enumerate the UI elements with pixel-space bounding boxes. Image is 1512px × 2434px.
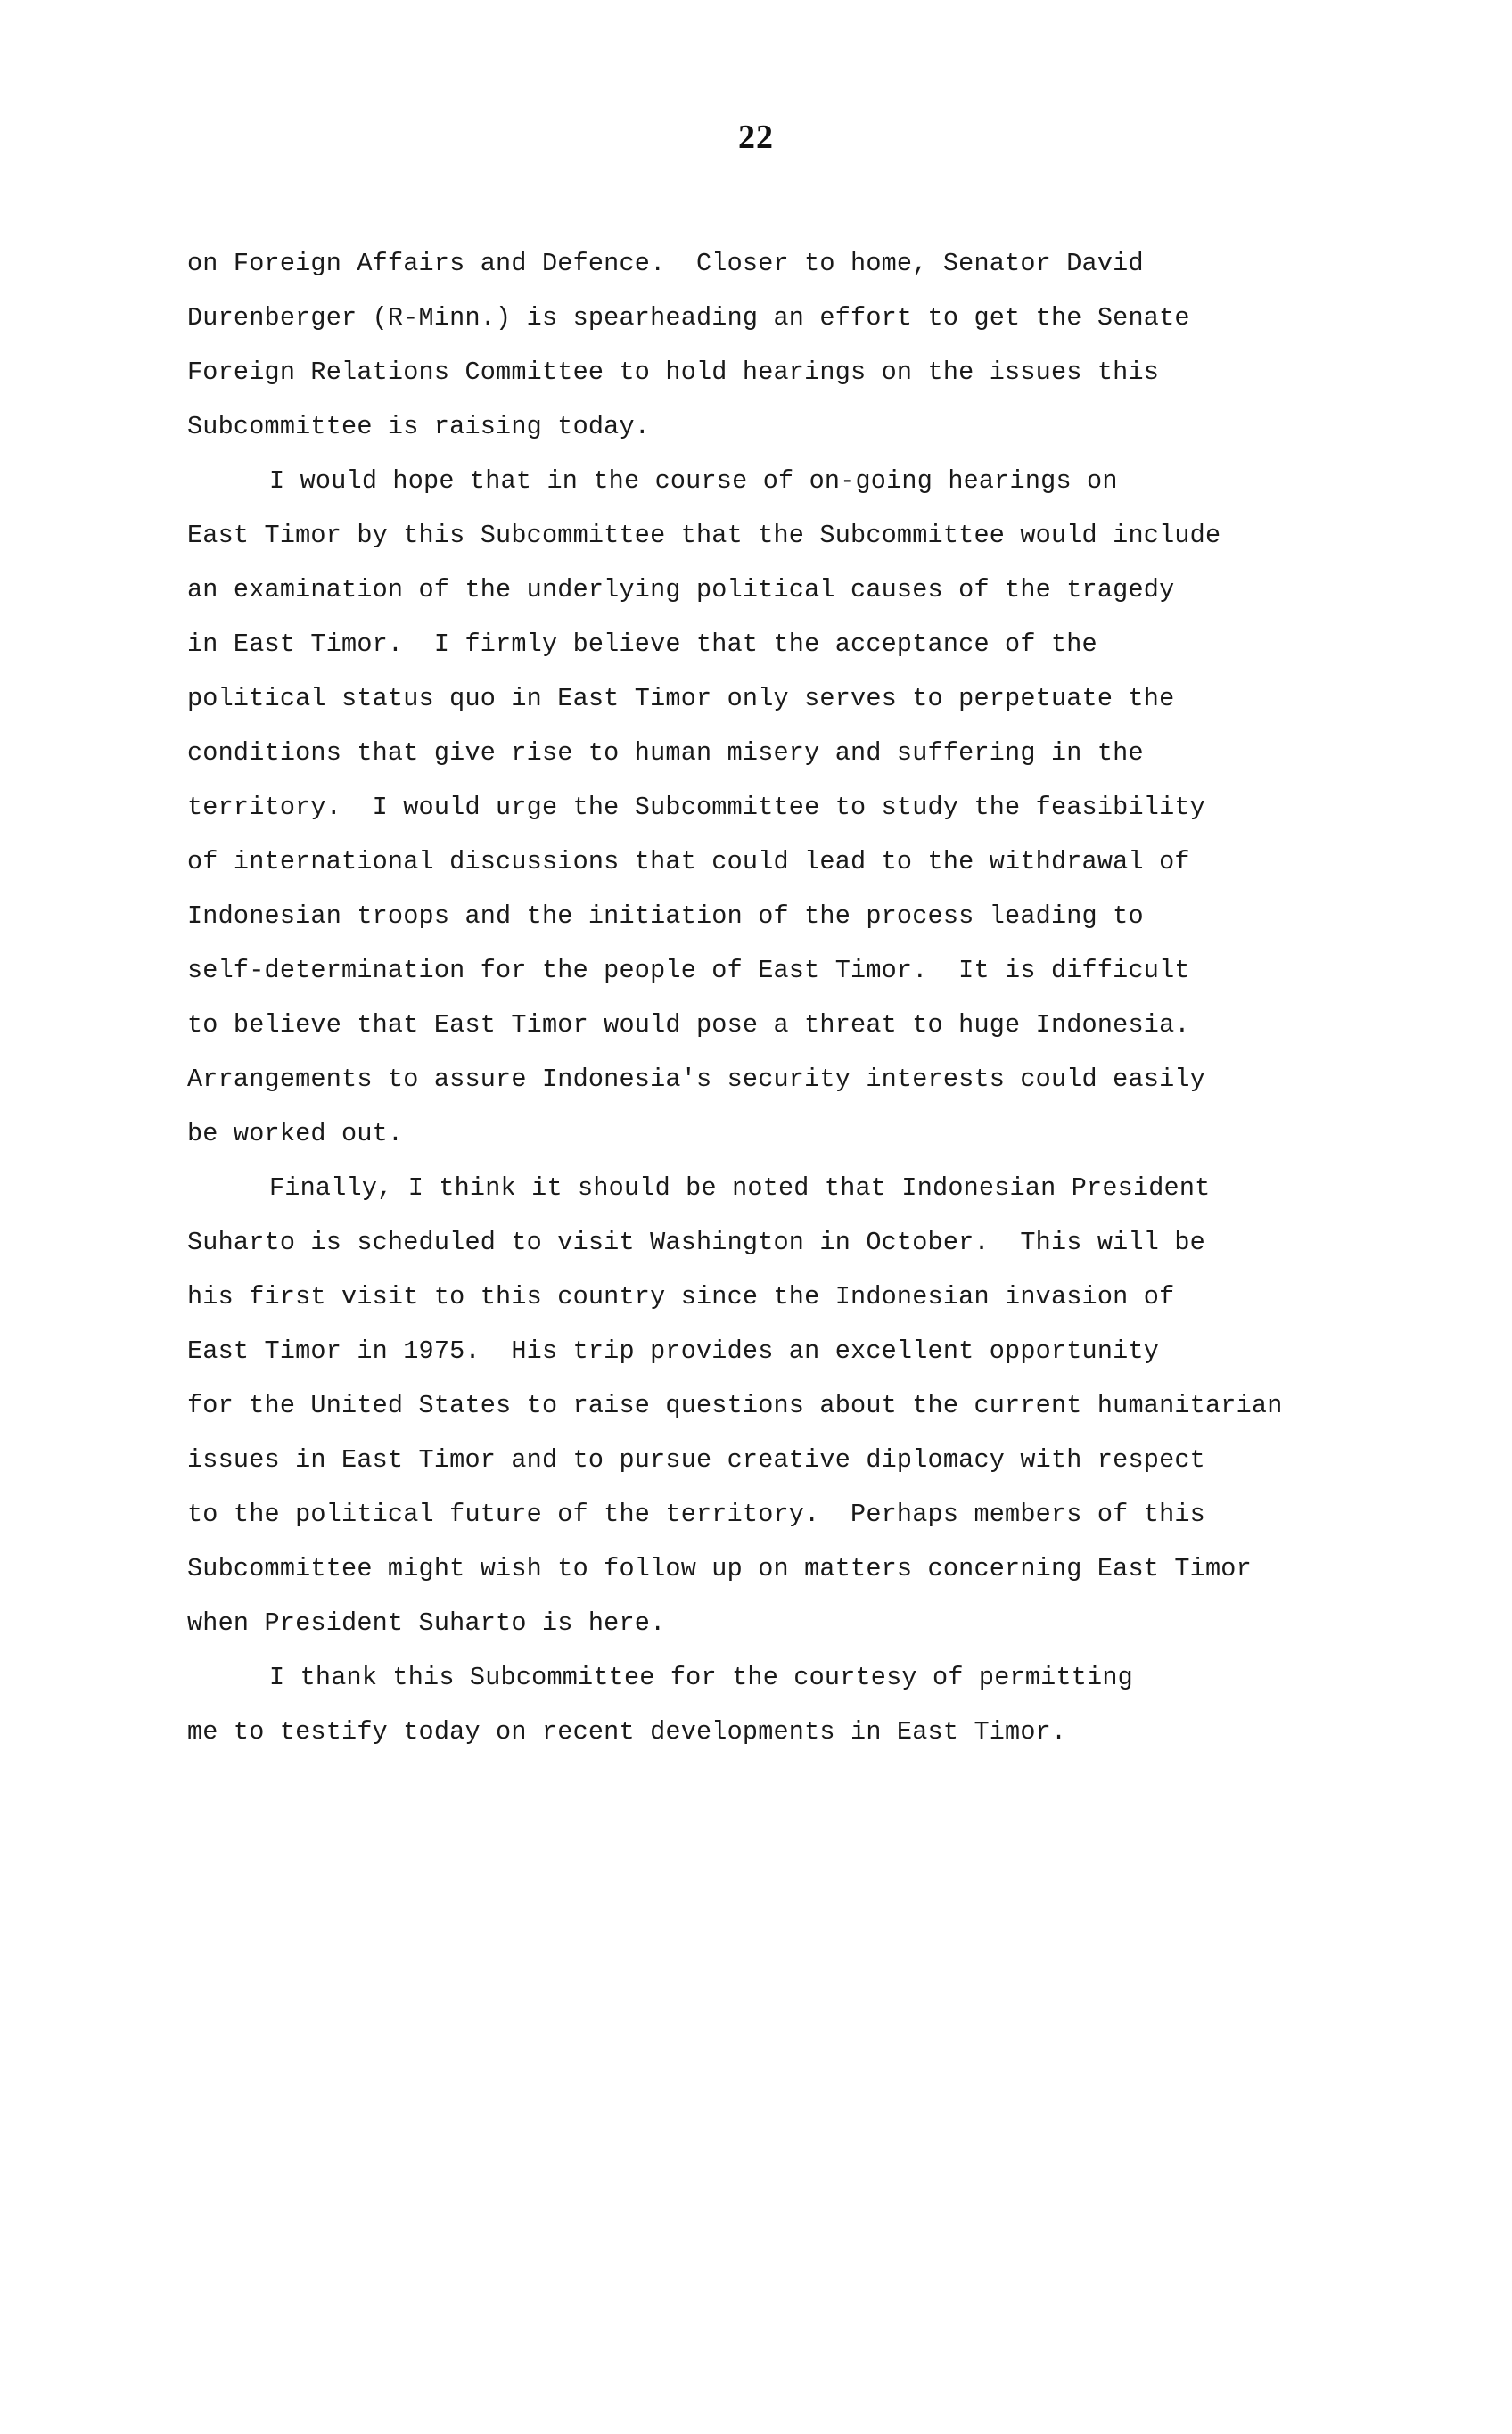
text-line: be worked out. xyxy=(187,1119,404,1148)
text-line: his first visit to this country since the Indonesian invasion of xyxy=(187,1282,1175,1312)
text-line: of international discussions that could lead to the withdrawal of xyxy=(187,847,1190,876)
text-line: Indonesian troops and the initiation of the process leading to xyxy=(187,901,1144,931)
text-line: me to testify today on recent developments in East Timor. xyxy=(187,1717,1067,1747)
text-line: for the United States to raise questions about the current humanitarian xyxy=(187,1391,1283,1420)
text-line: Durenberger (R-Minn.) is spearheading an effort to get the Senate xyxy=(187,303,1190,333)
text-line: to the political future of the territory. Perhaps members of this xyxy=(187,1500,1205,1529)
paragraph-1 xyxy=(187,236,1346,454)
text-line: Subcommittee is raising today. xyxy=(187,412,651,441)
page-number: 22 xyxy=(738,119,774,156)
text-line: territory. I would urge the Subcommittee to study the feasibility xyxy=(187,793,1205,822)
text-line: on Foreign Affairs and Defence. Closer to home, Senator David xyxy=(187,249,1144,278)
text-line: self-determination for the people of East Timor. It is difficult xyxy=(187,956,1190,985)
text-line: political status quo in East Timor only serves to perpetuate the xyxy=(187,684,1175,713)
text-line: Foreign Relations Committee to hold hearings on the issues this xyxy=(187,358,1160,387)
text-line: East Timor by this Subcommittee that the Subcommittee would include xyxy=(187,521,1221,550)
text-line: Subcommittee might wish to follow up on matters concerning East Timor xyxy=(187,1554,1252,1583)
paragraph-3 xyxy=(187,1161,1346,1650)
text-line: issues in East Timor and to pursue creative diplomacy with respect xyxy=(187,1445,1205,1475)
paragraph-2 xyxy=(187,454,1346,1161)
text-line: conditions that give rise to human misery and suffering in the xyxy=(187,738,1144,768)
text-line: East Timor in 1975. His trip provides an excellent opportunity xyxy=(187,1336,1160,1366)
text-line: I thank this Subcommittee for the courtesy of permitting xyxy=(269,1663,1133,1692)
text-line: Arrangements to assure Indonesia's security interests could easily xyxy=(187,1065,1205,1094)
text-line: Suharto is scheduled to visit Washington in October. This will be xyxy=(187,1228,1205,1257)
text-line: I would hope that in the course of on-going hearings on xyxy=(269,466,1118,496)
text-line: when President Suharto is here. xyxy=(187,1608,666,1638)
text-line: an examination of the underlying political causes of the tragedy xyxy=(187,575,1175,604)
body-text xyxy=(187,236,1346,1759)
text-line: to believe that East Timor would pose a threat to huge Indonesia. xyxy=(187,1010,1190,1040)
text-line: Finally, I think it should be noted that Indonesian President xyxy=(269,1173,1211,1203)
paragraph-4 xyxy=(187,1650,1346,1759)
text-line: in East Timor. I firmly believe that the acceptance of the xyxy=(187,629,1097,659)
